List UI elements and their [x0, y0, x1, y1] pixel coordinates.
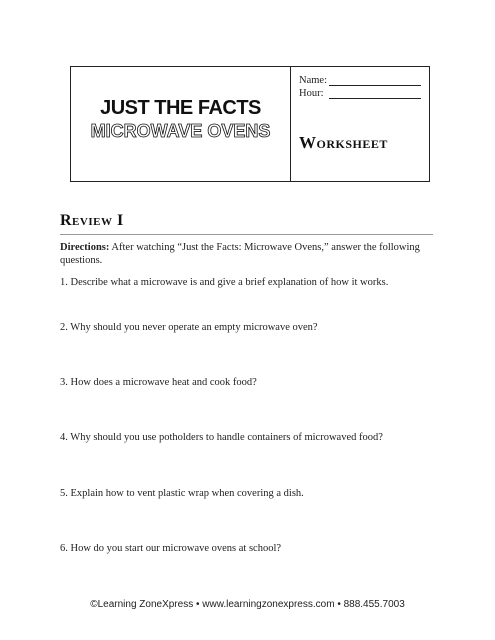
- info-panel: [291, 67, 429, 181]
- question-1: 1. Describe what a microwave is and give a brief explanation of how it works.: [60, 277, 389, 288]
- name-line: [329, 85, 421, 86]
- question-5: 5. Explain how to vent plastic wrap when covering a dish.: [60, 488, 304, 499]
- worksheet-heading: Worksheet: [299, 133, 388, 152]
- question-4: 4. Why should you use potholders to handle containers of microwaved food?: [60, 432, 383, 443]
- question-2: 2. Why should you never operate an empty microwave oven?: [60, 322, 318, 333]
- section-title: Review I: [60, 212, 124, 229]
- hour-line: [329, 98, 421, 99]
- hour-field[interactable]: [299, 88, 324, 99]
- directions-label: Directions:: [60, 242, 110, 253]
- footer: ©Learning ZoneXpress • www.learningzonexpress.com • 888.455.7003: [90, 599, 405, 610]
- hour-label: Hour:: [299, 88, 324, 99]
- title-microwave-ovens: MICROWAVE OVENS: [90, 121, 271, 141]
- title-just-the-facts: JUST THE FACTS: [100, 97, 261, 119]
- section-rule: [60, 234, 433, 235]
- title-panel: [71, 67, 290, 181]
- name-label: Name:: [299, 75, 327, 86]
- question-3: 3. How does a microwave heat and cook food?: [60, 377, 257, 388]
- directions: [60, 241, 440, 267]
- directions-text: After watching “Just the Facts: Microwave Ovens,” answer the following questions.: [60, 242, 420, 266]
- header-box: [70, 66, 430, 182]
- question-6: 6. How do you start our microwave ovens at school?: [60, 543, 282, 554]
- name-field[interactable]: [299, 75, 327, 86]
